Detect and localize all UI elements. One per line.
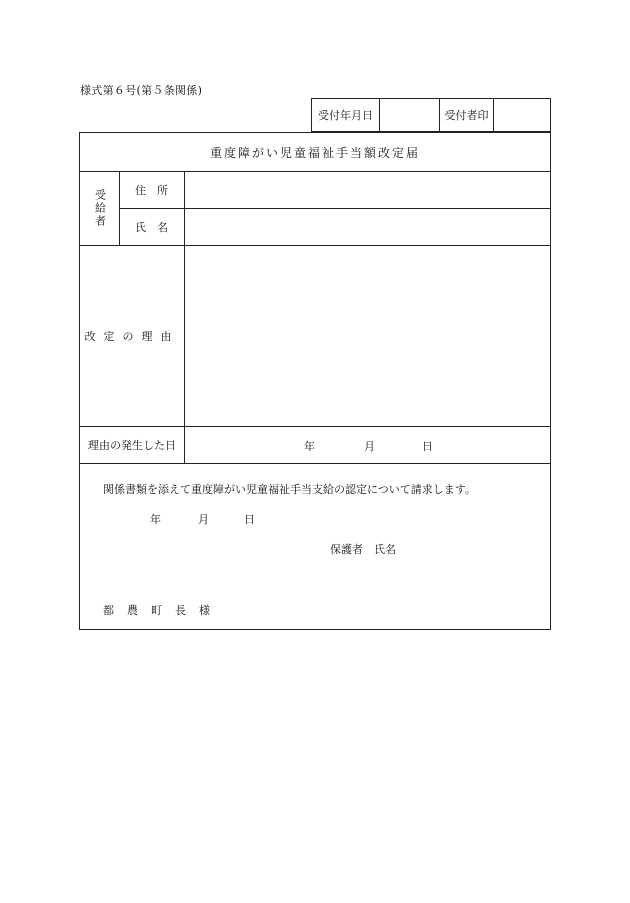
- declaration-day-label: 日: [244, 513, 255, 526]
- name-field[interactable]: [185, 208, 550, 245]
- guardian-name-label: 保護者 氏名: [330, 543, 396, 556]
- name-label: 氏 名: [135, 220, 168, 234]
- addressee: 都 農 町 長 様: [103, 604, 211, 617]
- reception-box: [311, 98, 551, 132]
- address-label: 住 所: [135, 183, 168, 197]
- declaration-month-label: 月: [198, 513, 209, 526]
- reception-date-field[interactable]: [380, 99, 440, 131]
- occurrence-year-label: 年: [304, 440, 315, 453]
- address-field[interactable]: [185, 171, 550, 208]
- reason-label: 改定の理由: [84, 329, 180, 343]
- reception-seal-label: 受付者印: [440, 99, 494, 131]
- reception-seal-field[interactable]: [494, 99, 550, 131]
- occurrence-day-label: 日: [422, 440, 433, 453]
- declaration-year-label: 年: [150, 513, 161, 526]
- recipient-group-label: 受給者: [93, 188, 107, 228]
- form-table: [79, 132, 551, 630]
- form-number: 様式第６号(第５条関係): [80, 84, 203, 97]
- occurrence-date-label: 理由の発生した日: [88, 438, 176, 452]
- form-title: 重度障がい児童福祉手当額改定届: [209, 145, 420, 160]
- recipient-group-cell: [80, 171, 119, 245]
- reason-field[interactable]: [185, 245, 550, 426]
- guardian-name-field[interactable]: [410, 541, 540, 555]
- occurrence-month-label: 月: [364, 440, 375, 453]
- declaration-statement: 関係書類を添えて重度障がい児童福祉手当支給の認定について請求します。: [103, 483, 476, 496]
- reception-date-label: 受付年月日: [312, 99, 380, 131]
- divider: [80, 463, 550, 464]
